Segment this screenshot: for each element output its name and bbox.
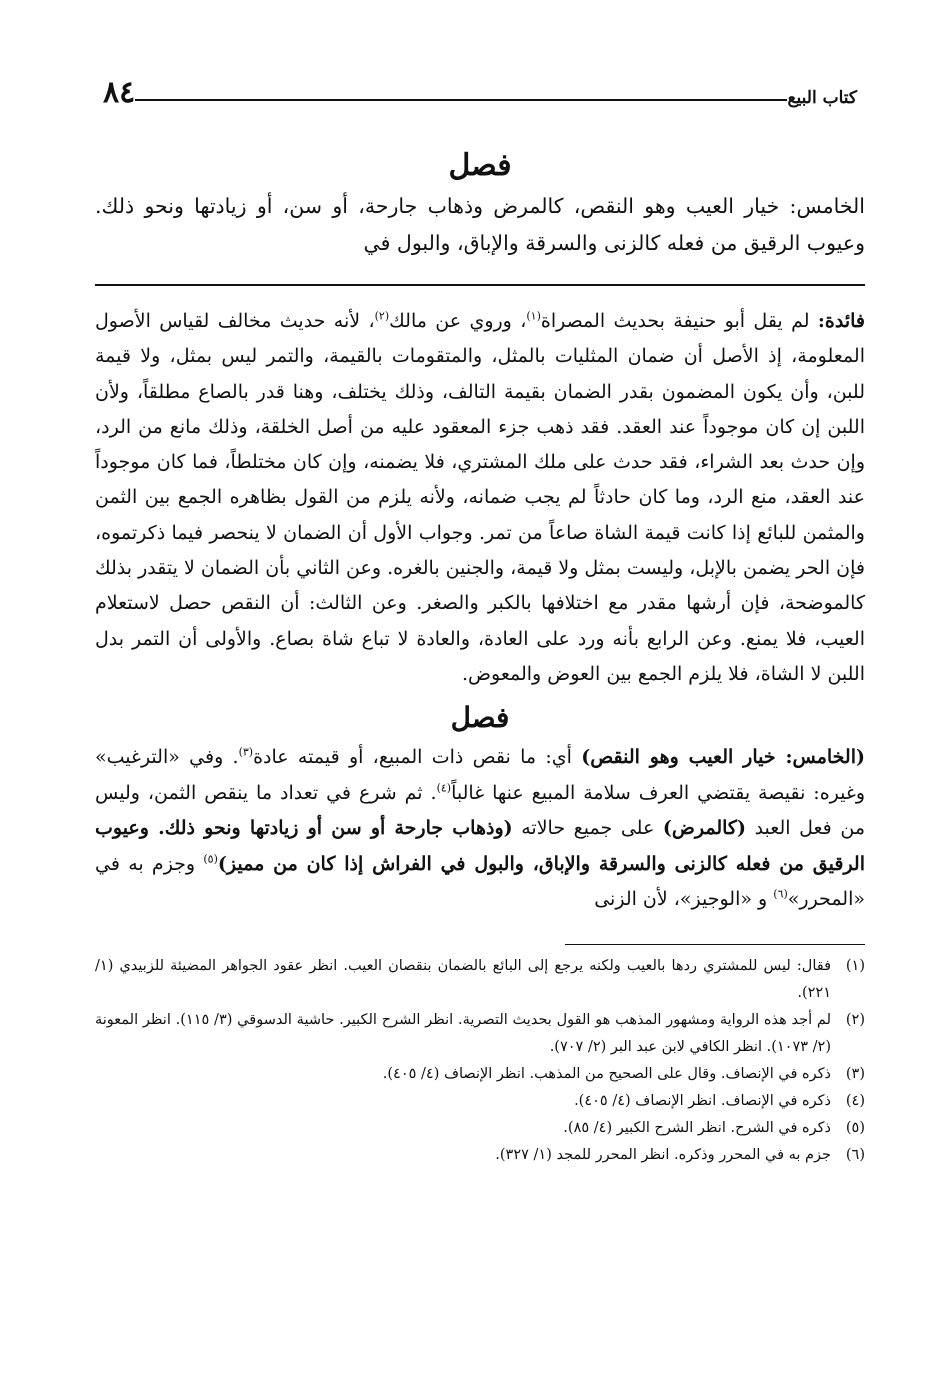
footnote-ref-3[interactable]: (٣) bbox=[238, 745, 254, 759]
footnote-item bbox=[95, 1115, 865, 1142]
section-title-1: فصل bbox=[448, 148, 512, 183]
page-number: ٨٤ bbox=[103, 75, 136, 110]
commentary-text-6: و «الوجيز»، لأن الزنى bbox=[594, 888, 774, 911]
commentary-bold-3: (وذهاب جارحة أو سن أو زيادتها ونحو ذلك. وعيوب الرقيق من فعله كالزنى والسرقة والإباق، والبول في الفراش إذا كان من مميز) bbox=[95, 817, 865, 875]
footnote-item bbox=[95, 953, 865, 1007]
book-page bbox=[95, 70, 865, 1169]
commentary-bold-2: (كالمرض) bbox=[662, 817, 746, 840]
footnote-item bbox=[95, 1142, 865, 1169]
footnote-text: لم أجد هذه الرواية ومشهور المذهب هو القول بحديث التصرية. انظر الشرح الكبير. حاشية الدسوقي (٣/ ١١٥). انظر المعونة (٢/ ١٠٧٣). انظر الكافي لابن عبد البر (٢/ ٧٠٧). bbox=[95, 1011, 832, 1055]
benefit-text-2: ، وروي عن مالك bbox=[389, 310, 527, 332]
footnote-number: (٦) bbox=[845, 1146, 865, 1163]
footnote-text: ذكره في الشرح. انظر الشرح الكبير (٤/ ٨٥). bbox=[563, 1119, 831, 1136]
header-rule bbox=[135, 99, 787, 101]
commentary-text-2: . وفي «الترغيب» وغيره: نقيصة يقتضي العرف سلامة المبيع عنها غالباً bbox=[95, 746, 865, 804]
section-title-2: فصل bbox=[450, 701, 510, 735]
footnote-number: (١) bbox=[845, 957, 865, 974]
matn-text: الخامس: خيار العيب وهو النقص، كالمرض وذهاب جارحة، أو سن، أو زيادتها ونحو ذلك. وعيوب الرقيق من فعله كالزنى والسرقة والإباق، والبول في bbox=[95, 194, 865, 255]
footnote-item bbox=[95, 1007, 865, 1061]
benefit-text-3: ، لأنه حديث مخالف لقياس الأصول المعلومة، إذ الأصل أن ضمان المثليات بالمثل، والمتقومات بالقيمة، والتمر ليس بمثل، ولا قيمة للبن، وأن يكون المضمون بقدر الضمان بقيمة التالف، وذلك يختلف، وهنا قدر بالصاع مطلقاً، ولأن اللبن إن كان موجوداً عند العقد. فقد ذهب جزء المعقود عليه من أصل الخلقة، وذلك مانع من الرد، وإن حدث بعد الشراء، فقد حدث على ملك المشتري، فلا يضمنه، وإن كان مختلطاً، فما كان موجوداً عند العقد، منع الرد، وما كان حادثاً لم يجب ضمانه، ولأنه يلزم من القول بظاهره الجمع بين الثمن والمثمن للبائع إذا كانت قيمة الشاة صاعاً من تمر. وجواب الأول أن الضمان لا ينحصر فيما ذكرتموه، فإن الحر يضمن بالإبل، وليست بمثل ولا قيمة، والجنين بالغره. وعن الثاني بأن الضمان لا يتقدر بذلك كالموضحة، فإن أرشها مقدر مع اختلافها بالكبر والصغر. وعن الثالث: أن النقص حصل لاستعلام العيب، فلا يمنع. وعن الرابع بأنه ورد على العادة، والعادة لا تباع شاة بصاع. والأولى أن التمر بدل اللبن لا الشاة، فلا يلزم الجمع بين العوض والمعوض. bbox=[95, 310, 865, 685]
footnote-text: ذكره في الإنصاف. انظر الإنصاف (٤/ ٤٠٥). bbox=[574, 1092, 831, 1109]
commentary-text-3: . ثم شرع في تعداد ما ينقص الثمن، وليس من فعل العبد bbox=[95, 781, 865, 840]
footnote-ref-2[interactable]: (٢) bbox=[374, 309, 390, 323]
footnote-number: (٥) bbox=[845, 1119, 865, 1136]
commentary-paragraph bbox=[95, 740, 865, 918]
commentary-text-4: على جميع حالاته bbox=[512, 817, 663, 840]
commentary-text-5: وجزم به في «المحرر» bbox=[95, 852, 865, 911]
footnote-text: جزم به في المحرر وذكره. انظر المحرر للمجد (١/ ٣٢٧). bbox=[495, 1146, 831, 1163]
footnote-number: (٣) bbox=[845, 1065, 865, 1082]
footnote-ref-5[interactable]: (٥) bbox=[203, 852, 218, 866]
footnotes bbox=[95, 953, 865, 1169]
benefit-paragraph bbox=[95, 304, 865, 692]
footnote-number: (٢) bbox=[845, 1011, 865, 1028]
matn-divider bbox=[95, 284, 865, 286]
footnote-text: فقال: ليس للمشتري ردها بالعيب ولكنه يرجع إلى البائع بالضمان بنقصان العيب. انظر عقود الجواهر المضيئة للزبيدي (١/ ٢٢١). bbox=[95, 957, 831, 1001]
footnote-item bbox=[95, 1061, 865, 1088]
benefit-text-1: لم يقل أبو حنيفة بحديث المصراة bbox=[540, 310, 818, 332]
footnote-divider bbox=[565, 944, 865, 945]
footnote-item bbox=[95, 1088, 865, 1115]
benefit-label: فائدة: bbox=[817, 310, 865, 332]
commentary-bold-1: (الخامس: خيار العيب وهو النقص) bbox=[581, 746, 865, 769]
footnote-number: (٤) bbox=[845, 1092, 865, 1109]
commentary-text-1: أي: ما نقص ذات المبيع، أو قيمته عادة bbox=[253, 746, 582, 769]
footnote-ref-6[interactable]: (٦) bbox=[773, 887, 788, 901]
page-header bbox=[95, 70, 865, 110]
footnote-ref-1[interactable]: (١) bbox=[526, 309, 541, 323]
footnote-ref-4[interactable]: (٤) bbox=[436, 781, 452, 795]
footnote-divider-wrap bbox=[95, 918, 865, 945]
footnote-text: ذكره في الإنصاف. وقال على الصحيح من المذهب. انظر الإنصاف (٤/ ٤٠٥). bbox=[382, 1065, 831, 1082]
running-title: كتاب البيع bbox=[787, 88, 857, 108]
